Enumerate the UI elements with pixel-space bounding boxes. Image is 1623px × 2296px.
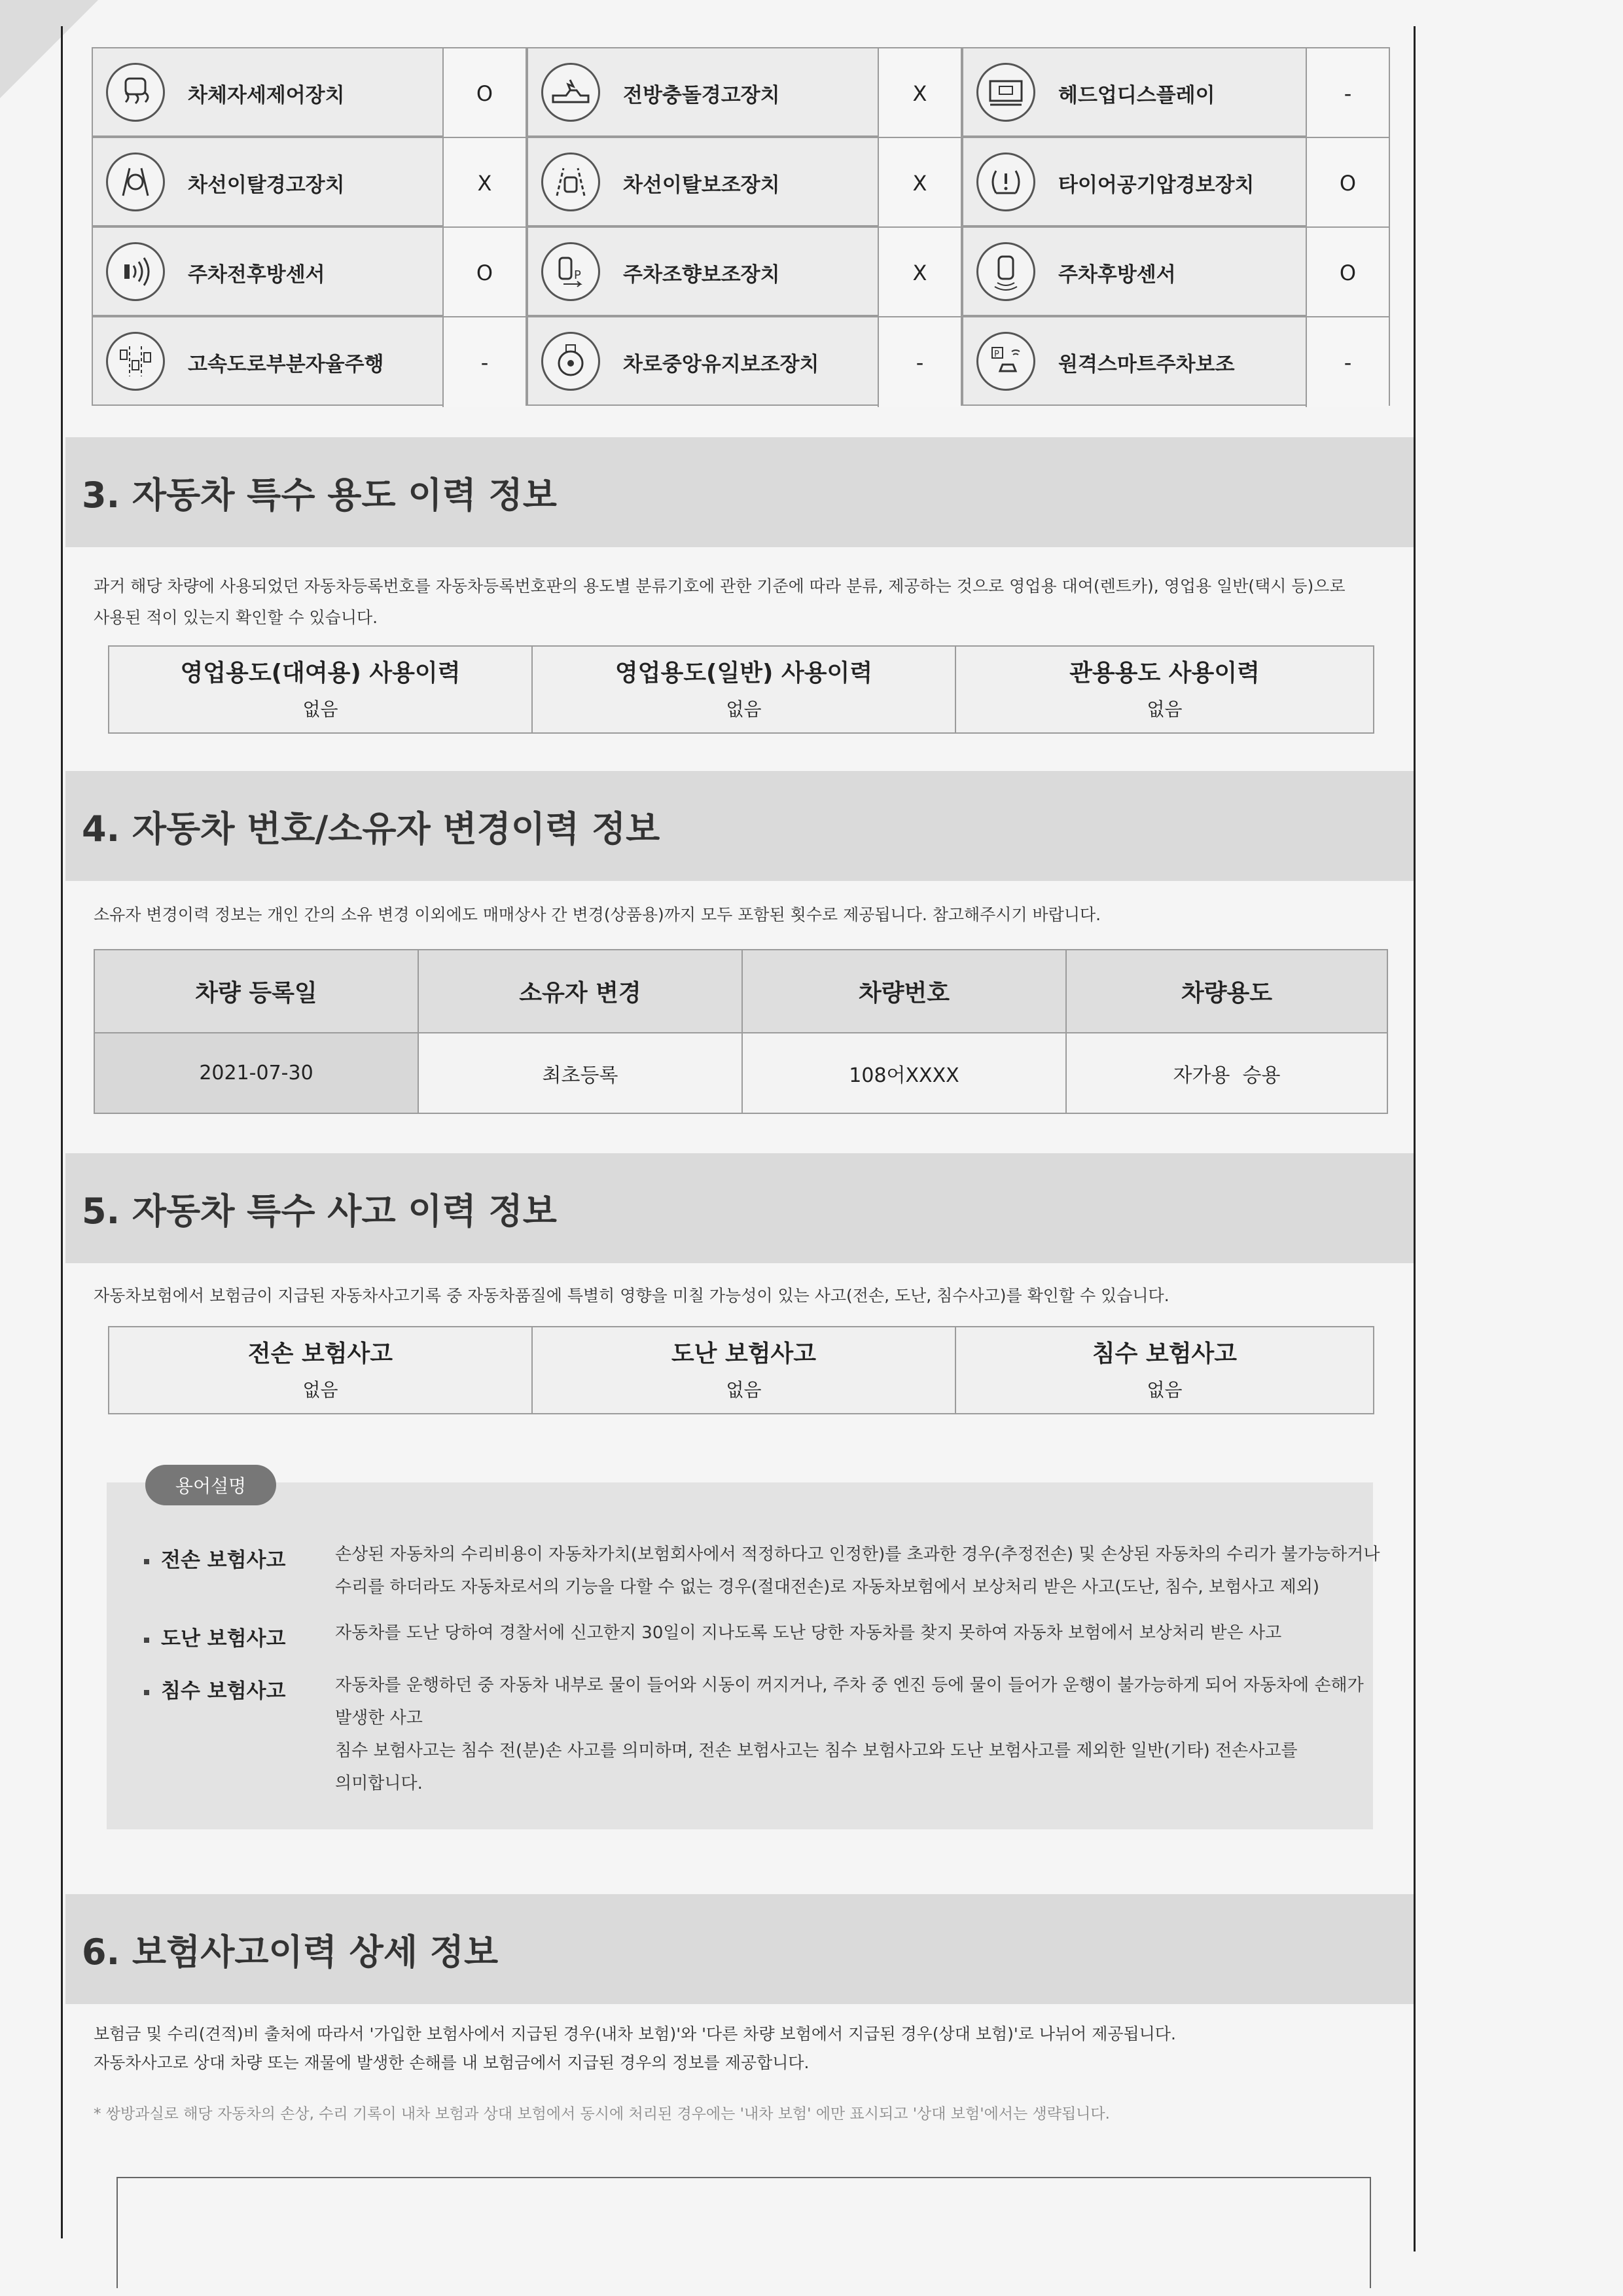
- left-border-line: [61, 26, 63, 2238]
- column-value: 없음: [726, 698, 762, 720]
- glossary-definition: 수리를 하더라도 자동차로서의 기능을 다할 수 없는 경우(절대전손)로 자동차보험에서 보상처리 받은 사고(도난, 침수, 보험사고 제외): [335, 1577, 1319, 1597]
- rear-sensor-icon: [976, 242, 1035, 301]
- column-label: 도난 보험사고: [671, 1340, 817, 1367]
- feature-cell: [92, 137, 527, 226]
- glossary-term: 침수 보험사고: [144, 1674, 285, 1704]
- glossary-definition: 침수 보험사고는 침수 전(분)손 사고를 의미하며, 전손 보험사고는 침수 보험사고와 도난 보험사고를 제외한 일반(기타) 전손사고를: [335, 1741, 1298, 1761]
- table-header: 차량 등록일: [95, 950, 419, 1032]
- glossary-term: 도난 보험사고: [144, 1622, 285, 1651]
- feature-name: 전방충돌경고장치: [623, 84, 780, 107]
- table-header: 차량번호: [743, 950, 1067, 1032]
- table-header: 차량용도: [1067, 950, 1387, 1032]
- section-6-header: [65, 1894, 1414, 2004]
- section-title: 3. 자동차 특수 용도 이력 정보: [82, 474, 557, 516]
- section-6-description: 보험금 및 수리(견적)비 출처에 따라서 '가입한 보험사에서 지급된 경우(내차 보험)'와 '다른 차량 보험에서 지급된 경우(상대 보험)'로 나뉘어 제공됩니다.: [94, 2024, 1176, 2043]
- glossary-badge: 용어설명: [145, 1465, 276, 1505]
- lane-centering-icon: [541, 332, 600, 391]
- column-value: 없음: [1147, 1379, 1183, 1401]
- head-up-display-icon: [976, 63, 1035, 122]
- column-value: 없음: [302, 1379, 338, 1401]
- commercial-use-column: [533, 647, 955, 732]
- bullet-icon: [144, 1690, 149, 1695]
- flood-column: [956, 1327, 1373, 1413]
- remote-parking-icon: [976, 332, 1035, 391]
- glossary-definition: 자동차를 운행하던 중 자동차 내부로 물이 들어와 시동이 꺼지거나, 주차 중 엔진 등에 물이 들어가 운행이 불가능하게 되어 자동차에 손해가: [335, 1676, 1364, 1695]
- feature-cell: [92, 316, 527, 406]
- owner-change-cell: 최초등록: [419, 1032, 743, 1113]
- plate-number-cell: 108어XXXX: [743, 1032, 1067, 1113]
- section-title: 6. 보험사고이력 상세 정보: [82, 1931, 499, 1973]
- feature-name: 타이어공기압경보장치: [1058, 173, 1255, 197]
- feature-name: 주차조향보조장치: [623, 263, 780, 287]
- section-title: 4. 자동차 번호/소유자 변경이력 정보: [82, 808, 660, 850]
- glossary-definition: 의미합니다.: [335, 1774, 423, 1793]
- section-4-header: [65, 771, 1414, 881]
- glossary-definition: 손상된 자동차의 수리비용이 자동차가치(보험회사에서 적정하다고 인정한)를 초과한 경우(추정전손) 및 손상된 자동차의 수리가 불가능하거나: [335, 1545, 1380, 1564]
- section-3-header: [65, 437, 1414, 547]
- bullet-icon: [144, 1638, 149, 1643]
- total-loss-column: [109, 1327, 531, 1413]
- registration-date-cell: 2021-07-30: [95, 1032, 419, 1113]
- feature-cell: [962, 226, 1390, 316]
- owner-change-table: [94, 949, 1388, 1114]
- parking-sensor-icon: [106, 242, 165, 301]
- column-value: 없음: [1147, 698, 1183, 720]
- column-label: 영업용도(대여용) 사용이력: [180, 660, 461, 687]
- feature-value: -: [878, 317, 961, 407]
- feature-cell: [92, 226, 527, 316]
- feature-cell: [527, 316, 962, 406]
- page-fold: [0, 0, 98, 98]
- special-accident-box: [108, 1326, 1374, 1414]
- feature-value: O: [442, 228, 526, 317]
- rental-use-column: [109, 647, 531, 732]
- section-5-header: [65, 1153, 1414, 1263]
- section-6-note: * 쌍방과실로 해당 자동차의 손상, 수리 기록이 내차 보험과 상대 보험에서 동시에 처리된 경우에는 '내차 보험' 에만 표시되고 '상대 보험'에서는 생략됩니다.: [94, 2106, 1110, 2123]
- lane-departure-icon: [106, 152, 165, 211]
- feature-name: 차로중앙유지보조장치: [623, 353, 819, 376]
- column-label: 관용용도 사용이력: [1069, 660, 1260, 687]
- feature-value: X: [442, 138, 526, 228]
- glossary-term: 전손 보험사고: [144, 1543, 285, 1573]
- tire-pressure-icon: [976, 152, 1035, 211]
- feature-value: X: [878, 228, 961, 317]
- column-value: 없음: [302, 698, 338, 720]
- section-3-description: 사용된 적이 있는지 확인할 수 있습니다.: [94, 608, 378, 627]
- column-label: 전손 보험사고: [247, 1340, 393, 1367]
- feature-value: -: [1306, 48, 1389, 138]
- forward-collision-icon: [541, 63, 600, 122]
- feature-cell: [92, 47, 527, 137]
- feature-value: X: [878, 138, 961, 228]
- feature-name: 주차전후방센서: [188, 263, 325, 287]
- feature-value: -: [1306, 317, 1389, 407]
- column-label: 침수 보험사고: [1092, 1340, 1238, 1367]
- feature-cell: [527, 47, 962, 137]
- feature-cell: [962, 137, 1390, 226]
- svg-text:P: P: [994, 350, 999, 359]
- lane-keeping-icon: [541, 152, 600, 211]
- table-header: 소유자 변경: [419, 950, 743, 1032]
- bullet-icon: [144, 1559, 149, 1564]
- feature-name: 차체자세제어장치: [188, 84, 345, 107]
- section-title: 5. 자동차 특수 사고 이력 정보: [82, 1190, 557, 1232]
- highway-autopilot-icon: [106, 332, 165, 391]
- column-label: 영업용도(일반) 사용이력: [615, 660, 873, 687]
- section-3-description: 과거 해당 차량에 사용되었던 자동차등록번호를 자동차등록번호판의 용도별 분류기호에 관한 기준에 따라 분류, 제공하는 것으로 영업용 대여(렌트카), 영업용 일반(택시 등)으로: [94, 577, 1346, 596]
- government-use-column: [956, 647, 1373, 732]
- section-6-description: 자동차사고로 상대 차량 또는 재물에 발생한 손해를 내 보험금에서 지급된 경우의 정보를 제공합니다.: [94, 2053, 810, 2072]
- right-border-line: [1414, 26, 1416, 2251]
- feature-name: 차선이탈경고장치: [188, 173, 345, 197]
- svg-text:P: P: [574, 268, 581, 282]
- theft-column: [533, 1327, 955, 1413]
- feature-value: -: [442, 317, 526, 407]
- feature-cell: [527, 137, 962, 226]
- section-5-description: 자동차보험에서 보험금이 지급된 자동차사고기록 중 자동차품질에 특별히 영향을 미칠 가능성이 있는 사고(전손, 도난, 침수사고)를 확인할 수 있습니다.: [94, 1286, 1169, 1305]
- parking-steering-icon: [541, 242, 600, 301]
- feature-value: O: [442, 48, 526, 138]
- glossary-definition: 자동차를 도난 당하여 경찰서에 신고한지 30일이 지나도록 도난 당한 자동차를 찾지 못하여 자동차 보험에서 보상처리 받은 사고: [335, 1623, 1282, 1643]
- glossary-definition: 발생한 사고: [335, 1708, 423, 1728]
- special-use-history-box: [108, 645, 1374, 734]
- feature-cell: [962, 47, 1390, 137]
- feature-cell: [527, 226, 962, 316]
- feature-value: X: [878, 48, 961, 138]
- vehicle-use-cell: 자가용 승용: [1067, 1032, 1387, 1113]
- feature-cell: [962, 316, 1390, 406]
- feature-name: 헤드업디스플레이: [1058, 84, 1215, 107]
- feature-value: O: [1306, 228, 1389, 317]
- feature-name: 고속도로부분자율주행: [188, 353, 384, 376]
- insurance-detail-box: [116, 2177, 1371, 2288]
- glossary-box: [107, 1482, 1373, 1829]
- column-value: 없음: [726, 1379, 762, 1401]
- feature-value: O: [1306, 138, 1389, 228]
- feature-name: 주차후방센서: [1058, 263, 1176, 287]
- safety-feature-grid: [92, 47, 1390, 406]
- section-4-description: 소유자 변경이력 정보는 개인 간의 소유 변경 이외에도 매매상사 간 변경(상품용)까지 모두 포함된 횟수로 제공됩니다. 참고해주시기 바랍니다.: [94, 905, 1101, 924]
- stability-control-icon: [106, 63, 165, 122]
- feature-name: 원격스마트주차보조: [1058, 353, 1235, 376]
- feature-name: 차선이탈보조장치: [623, 173, 780, 197]
